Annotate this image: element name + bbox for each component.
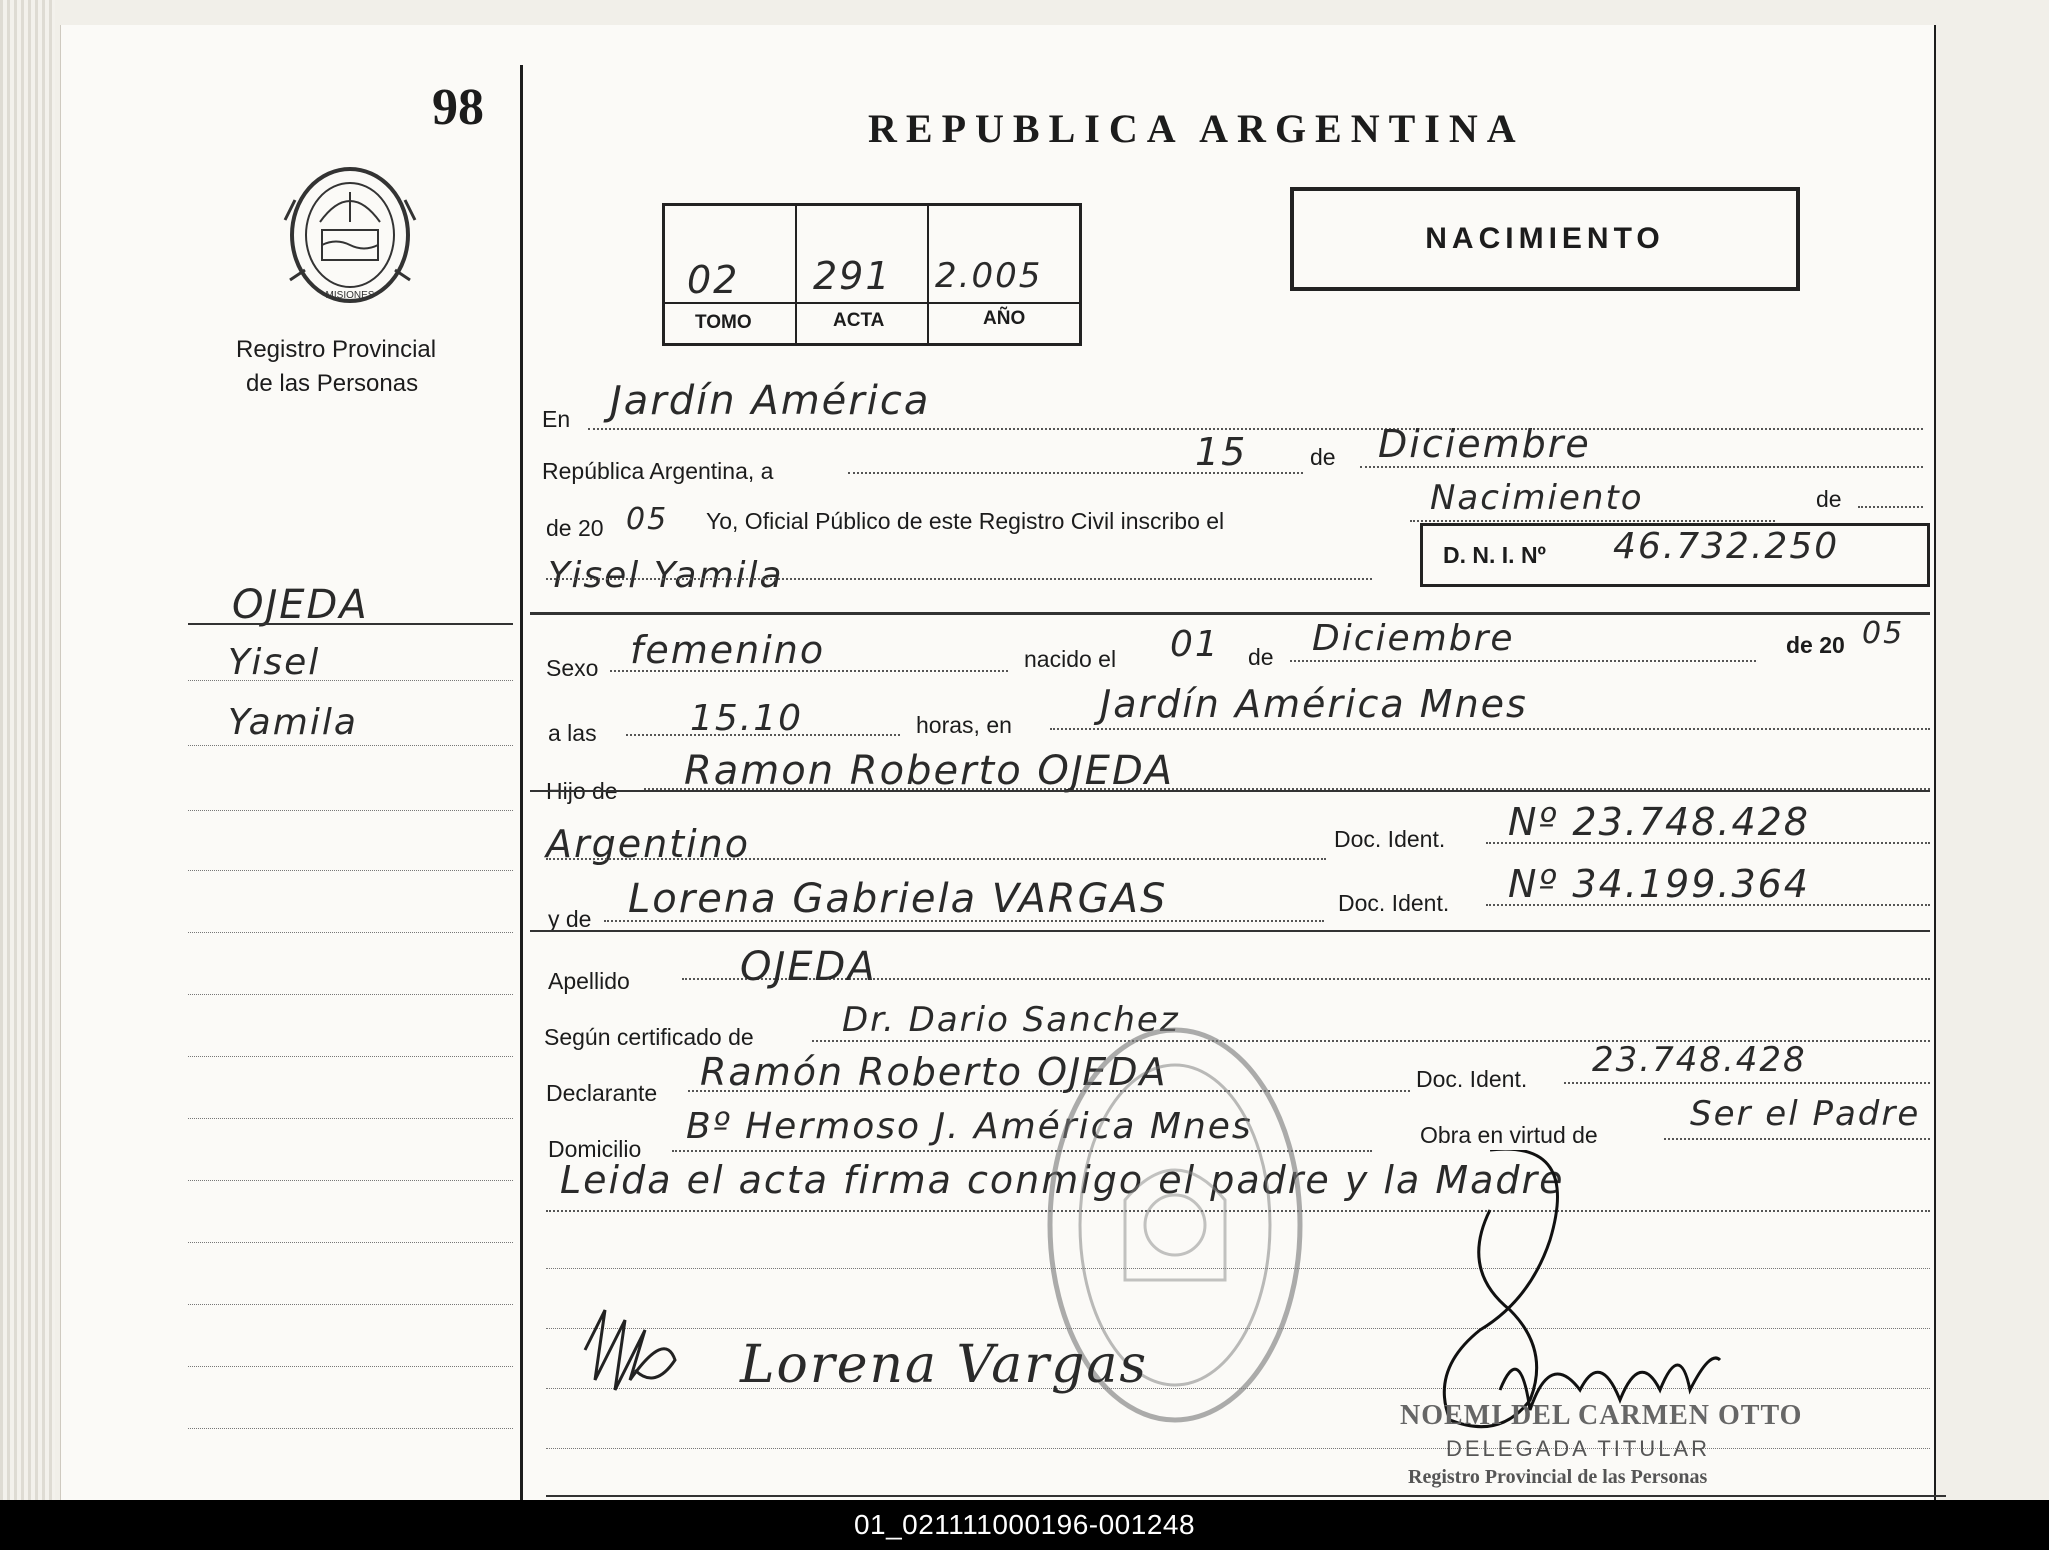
nacido-label: nacido el	[1024, 646, 1117, 672]
field-line	[546, 578, 1372, 580]
margin-second-name: Yamila	[228, 702, 358, 743]
dni-label: D. N. I. Nº	[1443, 542, 1546, 568]
registry-name-line2: de las Personas	[246, 370, 419, 397]
month-value: Diciembre	[1378, 422, 1591, 466]
section-rule	[530, 930, 1930, 932]
year-suffix-value: 05	[626, 502, 669, 537]
obra-label: Obra en virtud de	[1420, 1122, 1598, 1148]
doc-label-3: Doc. Ident.	[1416, 1066, 1528, 1092]
segun-label: Según certificado de	[544, 1024, 754, 1050]
margin-line	[188, 1118, 513, 1119]
sexo-value: femenino	[630, 628, 826, 672]
bottom-rule	[546, 1495, 1946, 1497]
book-spine	[0, 0, 55, 1500]
field-line	[1664, 1138, 1930, 1140]
right-page-edge	[1934, 25, 1936, 1500]
scan-footer-code: 01_021111000196-001248	[0, 1500, 2049, 1550]
blank-line	[546, 1448, 1930, 1449]
official-title: DELEGADA TITULAR	[1446, 1436, 1710, 1461]
tomo-value: 02	[687, 258, 740, 302]
yde-label: y de	[548, 906, 592, 932]
en-label: En	[542, 406, 571, 432]
margin-line	[188, 1242, 513, 1243]
declarante-value: Ramón Roberto OJEDA	[700, 1050, 1168, 1094]
page-number: 98	[432, 79, 484, 136]
margin-first-name: Yisel	[228, 642, 321, 683]
field-line	[1360, 466, 1923, 468]
field-line	[1410, 520, 1775, 522]
horas-label: horas, en	[916, 712, 1012, 738]
place-value: Jardín América	[610, 378, 931, 424]
field-line	[1564, 1082, 1930, 1084]
margin-line	[188, 932, 513, 933]
father-nationality-value: Argentino	[546, 822, 750, 866]
section-divider	[530, 612, 1930, 615]
record-type-box: NACIMIENTO	[1290, 187, 1800, 291]
margin-line	[188, 1180, 513, 1181]
ano-value: 2.005	[935, 256, 1043, 296]
hijo-label: Hijo de	[546, 778, 618, 804]
acta-label: ACTA	[833, 310, 885, 331]
mother-doc-value: Nº 34.199.364	[1508, 862, 1810, 906]
section-rule	[530, 790, 1930, 792]
margin-surname: OJEDA	[232, 582, 369, 628]
margin-line	[188, 1056, 513, 1057]
act-type-value: Nacimiento	[1430, 478, 1644, 518]
record-number-box	[662, 203, 1082, 346]
declarante-label: Declarante	[546, 1080, 658, 1106]
de-label-2: de	[1816, 486, 1842, 512]
de-label-3: de	[1248, 644, 1274, 670]
mother-name-value: Lorena Gabriela VARGAS	[628, 876, 1168, 922]
birth-year-prefix: de 20	[1786, 632, 1845, 658]
domicilio-value: Bº Hermoso J. América Mnes	[686, 1106, 1253, 1147]
certificate-value: Dr. Dario Sanchez	[842, 1000, 1180, 1040]
domicilio-label: Domicilio	[548, 1136, 642, 1162]
margin-line	[188, 1304, 513, 1305]
apellido-label: Apellido	[548, 968, 630, 994]
field-line	[1858, 506, 1923, 508]
day-value: 15	[1195, 430, 1248, 474]
republica-label: República Argentina, a	[542, 458, 774, 484]
apellido-value: OJEDA	[740, 944, 877, 990]
birth-place-value: Jardín América Mnes	[1100, 682, 1528, 726]
leida-text: Leida el acta firma conmigo el padre y la Madre	[560, 1158, 1565, 1202]
margin-line	[188, 680, 513, 681]
field-line	[1290, 660, 1756, 662]
margin-line	[188, 810, 513, 811]
field-line	[588, 428, 1923, 430]
field-line	[546, 858, 1326, 860]
birth-day-value: 01	[1170, 624, 1220, 665]
oficial-text: Yo, Oficial Público de este Registro Civil inscribo el	[706, 508, 1225, 534]
ano-label: AÑO	[983, 308, 1026, 329]
left-column-rule	[520, 65, 523, 1500]
official-registry: Registro Provincial de las Personas	[1408, 1466, 1708, 1488]
margin-rule	[188, 623, 513, 625]
mother-signature: Lorena Vargas	[740, 1335, 1149, 1395]
year-prefix-label: de 20	[546, 515, 604, 541]
declarante-doc-value: 23.748.428	[1592, 1040, 1807, 1080]
acta-value: 291	[813, 254, 892, 298]
document-title: REPUBLICA ARGENTINA	[868, 106, 1525, 151]
father-name-value: Ramon Roberto OJEDA	[684, 748, 1175, 794]
official-signature-icon	[1420, 1150, 1740, 1440]
dni-box	[1420, 523, 1930, 587]
sexo-label: Sexo	[546, 655, 599, 681]
doc-label-2: Doc. Ident.	[1338, 890, 1450, 916]
margin-line	[188, 994, 513, 995]
doc-label: Doc. Ident.	[1334, 826, 1446, 852]
hour-value: 15.10	[690, 698, 804, 739]
father-signature-icon	[575, 1290, 695, 1410]
dni-value: 46.732.250	[1613, 526, 1840, 567]
official-name: NOEMI DEL CARMEN OTTO	[1400, 1400, 1803, 1431]
seal-lettering: MISIONES	[325, 290, 375, 301]
margin-line	[188, 1366, 513, 1367]
margin-line	[188, 1428, 513, 1429]
margin-line	[188, 870, 513, 871]
margin-line	[188, 745, 513, 746]
field-line	[1050, 728, 1930, 730]
birth-year-suffix: 05	[1862, 616, 1905, 651]
provincial-seal-icon	[280, 160, 420, 310]
de-label: de	[1310, 444, 1336, 470]
alas-label: a las	[548, 720, 597, 746]
father-doc-value: Nº 23.748.428	[1508, 800, 1810, 844]
obra-value: Ser el Padre	[1690, 1094, 1921, 1134]
child-name-value: Yisel Yamila	[548, 555, 784, 596]
birth-month-value: Diciembre	[1312, 618, 1515, 659]
tomo-label: TOMO	[695, 312, 752, 333]
registry-name-line1: Registro Provincial	[236, 336, 437, 363]
